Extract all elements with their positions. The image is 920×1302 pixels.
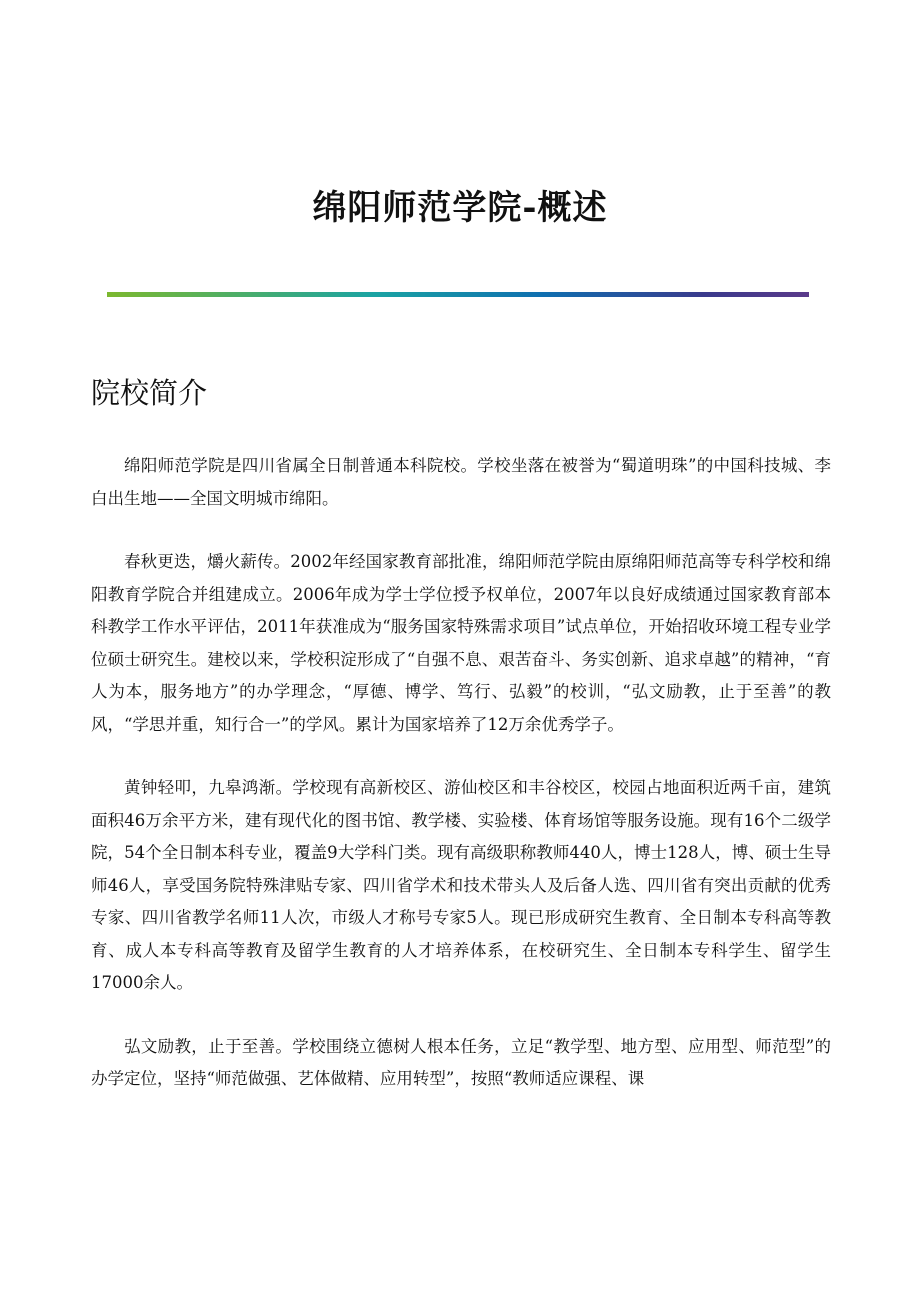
body-text — [91, 450, 831, 1127]
paragraph-mission: 弘文励教，止于至善。学校围绕立德树人根本任务，立足“教学型、地方型、应用型、师范型”的办学定位，坚持“师范做强、艺体做精、应用转型”，按照“教师适应课程、课 — [91, 1036, 831, 1088]
title-divider — [107, 292, 809, 297]
paragraph-intro: 绵阳师范学院是四川省属全日制普通本科院校。学校坐落在被誉为“蜀道明珠”的中国科技城、李白出生地——全国文明城市绵阳。 — [91, 456, 831, 508]
paragraph-history: 春秋更迭，爝火薪传。2002年经国家教育部批准，绵阳师范学院由原绵阳师范高等专科学校和绵阳教育学院合并组建成立。2006年成为学士学位授予权单位，2007年以良好成绩通过国家教育部本科教学工作水平评估，2011年获准成为“服务国家特殊需求项目”试点单位，开始招收环境工程专业学位硕士研究生。建校以来，学校积淀形成了“自强不息、艰苦奋斗、务实创新、追求卓越”的精神，“育人为本，服务地方”的办学理念，“厚德、博学、笃行、弘毅”的校训，“弘文励教，止于至善”的教风，“学思并重，知行合一”的学风。累计为国家培养了12万余优秀学子。 — [91, 552, 831, 734]
document-title: 绵阳师范学院-概述 — [312, 188, 608, 228]
section-heading: 院校简介 — [91, 376, 208, 410]
paragraph-campus: 黄钟轻叩，九皋鸿渐。学校现有高新校区、游仙校区和丰谷校区，校园占地面积近两千亩，建筑面积46万余平方米，建有现代化的图书馆、教学楼、实验楼、体育场馆等服务设施。现有16个二级学院，54个全日制本科专业，覆盖9大学科门类。现有高级职称教师440人，博士128人，博、硕士生导师46人，享受国务院特殊津贴专家、四川省学术和技术带头人及后备人选、四川省有突出贡献的优秀专家、四川省教学名师11人次，市级人才称号专家5人。现已形成研究生教育、全日制本专科高等教育、成人本专科高等教育及留学生教育的人才培养体系，在校研究生、全日制本专科学生、留学生17000余人。 — [91, 778, 831, 992]
